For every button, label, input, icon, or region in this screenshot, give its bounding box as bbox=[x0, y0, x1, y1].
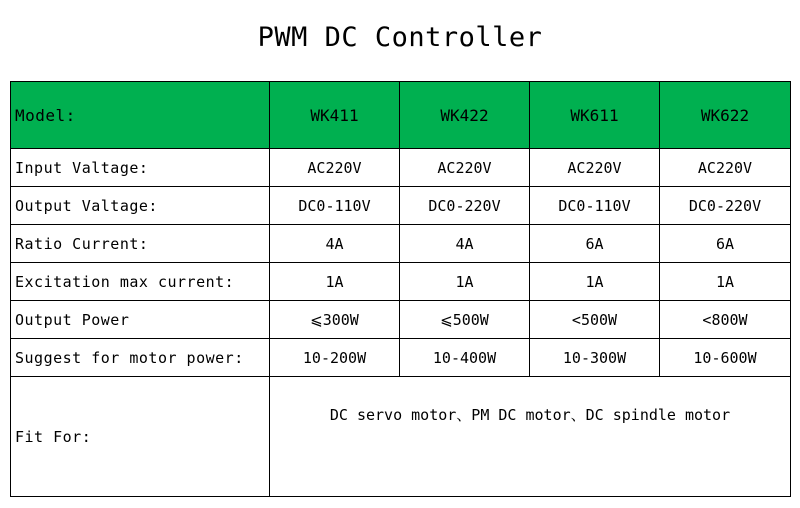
table-cell: 4A bbox=[400, 225, 530, 263]
table-row bbox=[11, 225, 791, 263]
fit-for-label: Fit For: bbox=[11, 377, 270, 497]
table-cell: <500W bbox=[530, 301, 660, 339]
table-cell: DC0-110V bbox=[530, 187, 660, 225]
table-cell: 4A bbox=[270, 225, 400, 263]
row-label: Output Power bbox=[11, 301, 270, 339]
table-cell: ⩽500W bbox=[400, 301, 530, 339]
table-cell: 6A bbox=[530, 225, 660, 263]
page-title: PWM DC Controller bbox=[257, 22, 543, 53]
table-cell: AC220V bbox=[270, 149, 400, 187]
table-cell: 1A bbox=[660, 263, 791, 301]
table-row bbox=[11, 263, 791, 301]
table-cell: 1A bbox=[530, 263, 660, 301]
row-label: Suggest for motor power: bbox=[11, 339, 270, 377]
table-row bbox=[11, 149, 791, 187]
table-header-row bbox=[11, 82, 791, 149]
table-cell: AC220V bbox=[400, 149, 530, 187]
table-cell: 1A bbox=[400, 263, 530, 301]
model-wk611: WK611 bbox=[530, 82, 660, 149]
table-cell: 10-600W bbox=[660, 339, 791, 377]
table-cell: 10-300W bbox=[530, 339, 660, 377]
row-label: Ratio Current: bbox=[11, 225, 270, 263]
table-cell: AC220V bbox=[660, 149, 791, 187]
table-row bbox=[11, 339, 791, 377]
model-wk622: WK622 bbox=[660, 82, 791, 149]
table-cell: 10-400W bbox=[400, 339, 530, 377]
fit-for-value: DC servo motor、PM DC motor、DC spindle motor bbox=[270, 377, 791, 497]
fit-for-row bbox=[11, 377, 791, 497]
table-cell: ⩽300W bbox=[270, 301, 400, 339]
table-row bbox=[11, 187, 791, 225]
table-row bbox=[11, 301, 791, 339]
model-wk422: WK422 bbox=[400, 82, 530, 149]
row-label: Output Valtage: bbox=[11, 187, 270, 225]
table-cell: DC0-220V bbox=[660, 187, 791, 225]
table-cell: AC220V bbox=[530, 149, 660, 187]
table-cell: DC0-110V bbox=[270, 187, 400, 225]
table-cell: <800W bbox=[660, 301, 791, 339]
row-label: Input Valtage: bbox=[11, 149, 270, 187]
table-cell: DC0-220V bbox=[400, 187, 530, 225]
model-wk411: WK411 bbox=[270, 82, 400, 149]
model-label: Model: bbox=[11, 82, 270, 149]
spec-table bbox=[10, 81, 791, 497]
row-label: Excitation max current: bbox=[11, 263, 270, 301]
table-cell: 10-200W bbox=[270, 339, 400, 377]
table-cell: 1A bbox=[270, 263, 400, 301]
table-cell: 6A bbox=[660, 225, 791, 263]
